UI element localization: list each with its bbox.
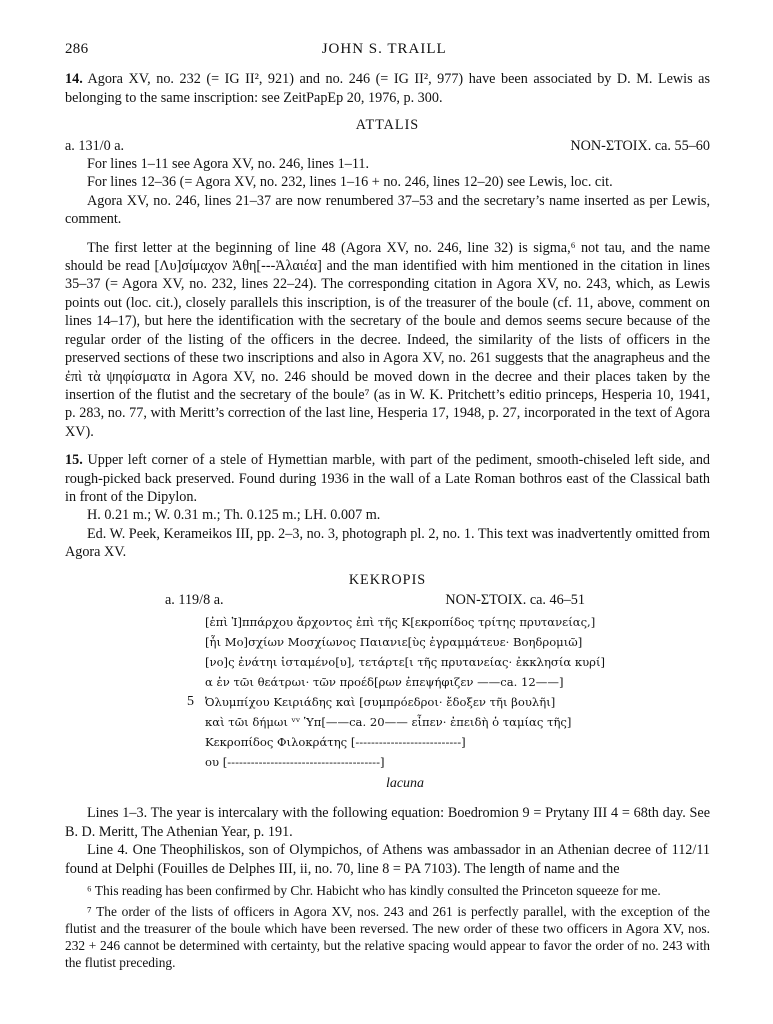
kekropis-heading: KEKROPIS — [348, 571, 427, 588]
kekropis-date: a. 119/8 a. — [165, 591, 224, 608]
entry-14 — [65, 70, 710, 107]
page-number: 286 — [65, 41, 89, 57]
footnote-6: ⁶ This reading has been confirmed by Chr. Habicht who has kindly consulted the Princeton squeeze for me. — [87, 883, 661, 898]
entry-15 — [65, 451, 710, 506]
inscription-text — [187, 612, 710, 794]
running-head: JOHN S. TRAILL — [321, 41, 447, 57]
entry-14-text: Agora XV, no. 232 (= IG II², 921) and no. 246 (= IG II², 977) have been associated by D. M. Lewis as belonging to the same inscription: see ZeitPapEp 20, 1976, p. 300. — [65, 71, 710, 106]
inscription-line: 5 Ὀλυμπίχου Κειριάδης καὶ [συμπρόεδροι· ἔδοξεν τῆι βουλῆι] — [187, 694, 556, 710]
attalis-line-3: Agora XV, no. 246, lines 21–37 are now renumbered 37–53 and the secretary’s name inserted as per Lewis, comment. — [65, 192, 710, 228]
entry-15-text: Upper left corner of a stele of Hymettian marble, with part of the pediment, smooth-chiseled left side, and rough-picked back preserved. Found during 1936 in the wall of a Late Roman bothros east of the Classical bath in front of the Dipylon. — [65, 452, 711, 505]
page-header — [65, 40, 710, 58]
inscription-line: [ἐπὶ Ἱ]ππάρχου ἄρχοντος ἐπὶ τῆς Κ[εκροπίδος τρίτης πρυτανείας,] — [205, 615, 596, 630]
entry-14-number: 14. — [65, 71, 83, 88]
inscription-line: ου [---------------------------------------] — [205, 755, 385, 770]
entry-15-dimensions: H. 0.21 m.; W. 0.31 m.; Th. 0.125 m.; LH. 0.007 m. — [87, 507, 381, 524]
kekropis-comment-2: Line 4. One Theophiliskos, son of Olympichos, of Athens was ambassador in an Athenian decree of 112/11 found at Delphi (Fouilles de Delphes III, ii, no. 70, line 8 = PA 7103). The length of name and the — [65, 842, 710, 877]
attalis-line-2: For lines 12–36 (= Agora XV, no. 232, lines 1–16 + no. 246, lines 12–20) see Lewis, loc. cit. — [87, 174, 613, 191]
page-body — [65, 40, 710, 878]
footnotes — [65, 882, 710, 975]
lacuna-label: lacuna — [385, 776, 425, 792]
inscription-line: [ἧι Μο]σχίων Μοσχίωνος Παιανιε[ὺς ἐγραμμάτευε· Βοηδρομιῶ] — [205, 635, 583, 650]
kekropis-stoich: NON-ΣTOIX. ca. 46–51 — [445, 591, 585, 608]
attalis-date: a. 131/0 a. — [65, 137, 125, 154]
inscription-line: καὶ τῶι δήμωι ᵛᵛ Ὑπ[——ca. 20—— εἶπεν· ἐπειδὴ ὁ ταμίας τῆς] — [205, 715, 572, 730]
entry-15-edition: Ed. W. Peek, Kerameikos III, pp. 2–3, no. 3, photograph pl. 2, no. 1. This text was inadvertently omitted from Agora XV. — [65, 525, 710, 561]
attalis-stoich: NON-ΣTOIX. ca. 55–60 — [570, 137, 710, 154]
attalis-dateline — [65, 137, 710, 155]
attalis-heading: ATTALIS — [355, 117, 420, 134]
kekropis-dateline — [165, 591, 585, 609]
attalis-commentary: The first letter at the beginning of line 48 (Agora XV, no. 246, line 32) is sigma,⁶ not tau, and the name should be read [Λυ]σίμαχον Ἀθη[---Ἁλαιέα] and the man identified with him mentioned in the citation in lines 35–37 (= Agora XV, no. 232, lines 22–24). The corresponding citation in Agora XV, no. 243, which, as Lewis points out (loc. cit.), closely parallels this inscription, is of the treasurer of the boule (cf. 11, above, comment on lines 14–17), but here the identification with the secretary of the boule and demos seems secure because of the regular order of the listing of the officers in the decree. Indeed, the similarity of the lists of officers in the preserved sections of these two inscriptions and also in Agora XV, no. 261 suggests that the anagrapheus and the ἐπὶ τὰ ψηφίσματα in Agora XV, no. 246 should be moved down in the decree and their places taken by the insertion of the flutist and the secretary of the boule⁷ (as in W. K. Pritchett’s editio princeps, Hesperia 10, 1941, p. 283, no. 77, with Meritt’s correction of the last line, Hesperia 17, 1948, p. 27, incorporated in the text of Agora XV). — [65, 239, 710, 440]
kekropis-comment-1: Lines 1–3. The year is intercalary with the following equation: Boedromion 9 = Prytany III 4 = 68th day. See B. D. Meritt, The Athenian Year, p. 191. — [65, 805, 710, 840]
footnote-7: ⁷ The order of the lists of officers in Agora XV, nos. 243 and 261 is perfectly parallel, with the exception of the flutist and the treasurer of the boule which have been reversed. The new order of these two officers in Agora XV, nos. 232 + 246 cannot be determined with certainty, but the relative spacing would appear to favor the order of no. 243 with the flutist preceding. — [65, 904, 710, 970]
attalis-line-1: For lines 1–11 see Agora XV, no. 246, lines 1–11. — [87, 156, 370, 173]
inscription-line: α ἐν τῶι θεάτρωι· τῶν προέδ[ρων ἐπεψήφιζεν ——ca. 12——] — [205, 675, 564, 690]
entry-15-number: 15. — [65, 452, 83, 469]
inscription-line: Κεκροπίδος Φιλοκράτης [---------------------------] — [205, 735, 466, 750]
inscription-line: [νο]ς ἐνάτηι ἱσταμένο[υ], τετάρτε[ι τῆς πρυτανείας· ἐκκλησία κυρί] — [205, 655, 606, 670]
